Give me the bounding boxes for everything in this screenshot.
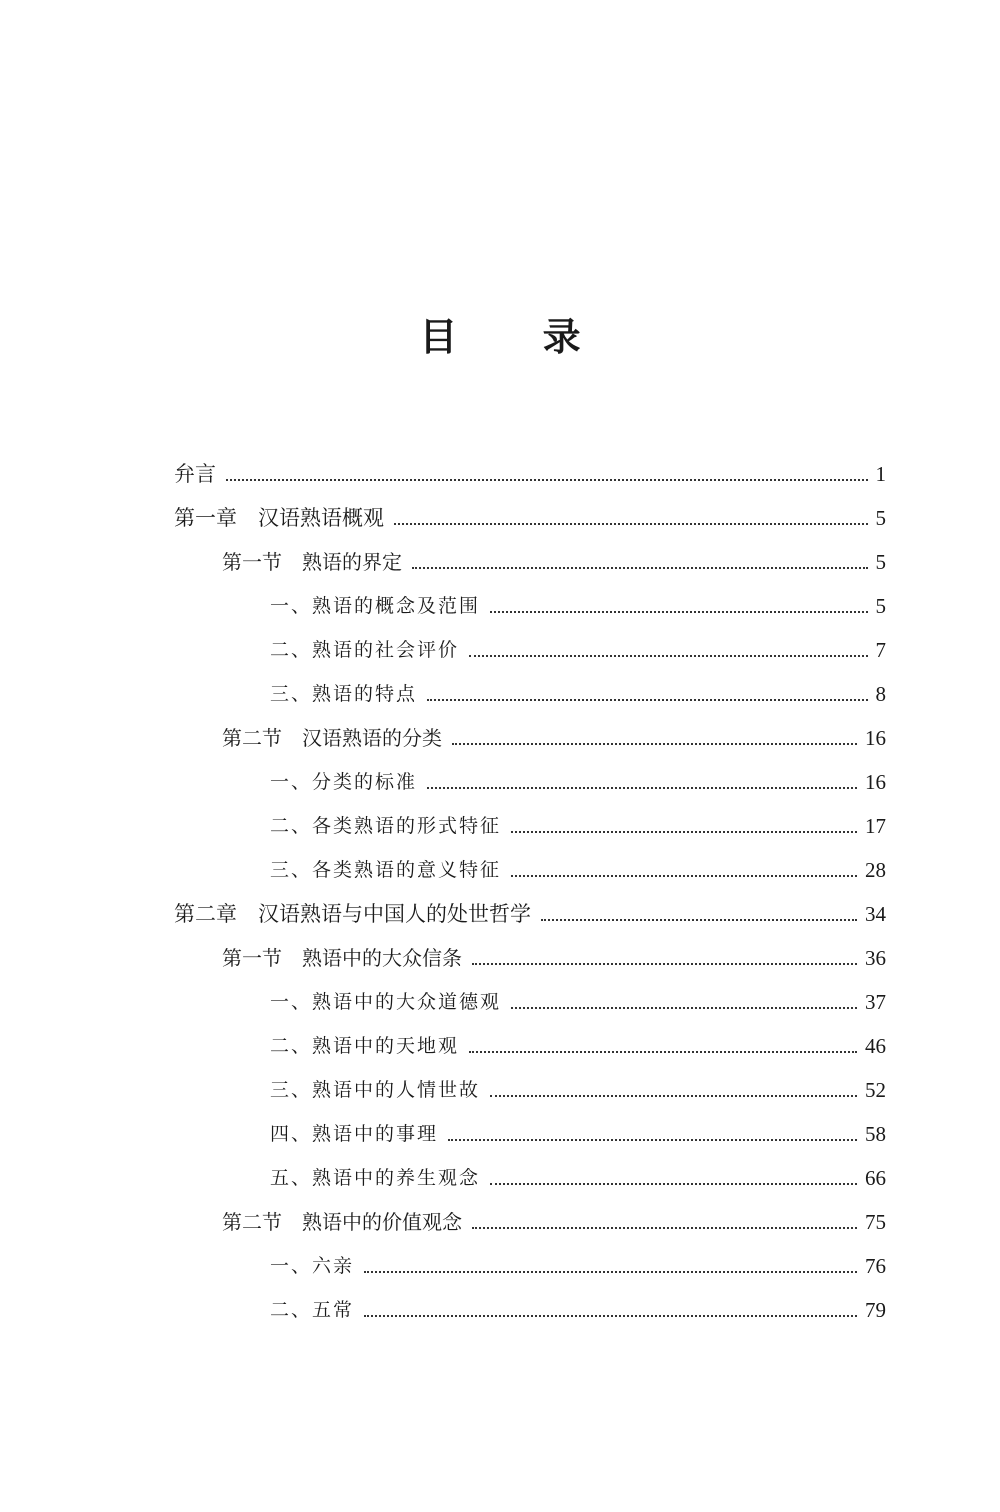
dot-leader (469, 1024, 857, 1068)
toc-entry-label: 一、熟语中的大众道德观 (270, 991, 502, 1013)
toc-entry-page: 75 (865, 1210, 886, 1234)
toc-entry[interactable] (174, 848, 886, 892)
dot-leader (511, 804, 857, 848)
toc-entry-label: 第一节 熟语中的大众信条 (222, 946, 462, 970)
toc-entry-label: 四、熟语中的事理 (270, 1123, 439, 1145)
toc-entry[interactable] (174, 1244, 886, 1288)
toc-entry[interactable] (174, 452, 886, 496)
dot-leader (472, 1200, 857, 1244)
toc-entry-page: 79 (865, 1298, 886, 1322)
toc-entry-label: 第一节 熟语的界定 (222, 550, 402, 574)
toc-entry-page: 17 (865, 814, 886, 838)
toc-entry[interactable] (174, 1200, 886, 1244)
toc-entry-page: 5 (875, 594, 886, 618)
dot-leader (394, 496, 868, 540)
toc-entry-label: 二、熟语中的天地观 (270, 1035, 460, 1057)
toc-entry-page: 58 (865, 1122, 886, 1146)
toc-entry[interactable] (174, 1068, 886, 1112)
toc-entry-label: 一、分类的标准 (270, 771, 418, 793)
dot-leader (511, 848, 857, 892)
toc-entry-label: 第二章 汉语熟语与中国人的处世哲学 (174, 902, 531, 926)
dot-leader (490, 1068, 857, 1112)
dot-leader (469, 628, 867, 672)
dot-leader (490, 1156, 857, 1200)
toc-entry-label: 第二节 汉语熟语的分类 (222, 726, 442, 750)
dot-leader (448, 1112, 857, 1156)
toc-entry-label: 一、六亲 (270, 1255, 355, 1277)
toc-entry-label: 三、各类熟语的意义特征 (270, 859, 502, 881)
toc-entry-page: 52 (865, 1078, 886, 1102)
toc-entry-page: 16 (865, 770, 886, 794)
toc-entry[interactable] (174, 1288, 886, 1332)
dot-leader (541, 892, 857, 936)
dot-leader (364, 1288, 857, 1332)
toc-entry-label: 二、熟语的社会评价 (270, 639, 460, 661)
toc-entry[interactable] (174, 716, 886, 760)
toc-entry-page: 5 (875, 550, 886, 574)
toc-entry[interactable] (174, 936, 886, 980)
toc-entry[interactable] (174, 892, 886, 936)
toc-entry-page: 76 (865, 1254, 886, 1278)
dot-leader (452, 716, 857, 760)
toc-entry-page: 66 (865, 1166, 886, 1190)
toc-entry[interactable] (174, 1156, 886, 1200)
toc-entry[interactable] (174, 1024, 886, 1068)
toc-entry-page: 46 (865, 1034, 886, 1058)
toc-entry-label: 三、熟语中的人情世故 (270, 1079, 481, 1101)
toc-entry-label: 二、五常 (270, 1299, 355, 1321)
dot-leader (490, 584, 867, 628)
toc-entry-page: 1 (875, 462, 886, 486)
dot-leader (472, 936, 857, 980)
dot-leader (511, 980, 857, 1024)
toc-entry-page: 16 (865, 726, 886, 750)
dot-leader (427, 672, 867, 716)
toc-entry-page: 7 (875, 638, 886, 662)
toc-entry-page: 36 (865, 946, 886, 970)
toc-entry[interactable] (174, 672, 886, 716)
toc-entry-page: 8 (875, 682, 886, 706)
toc-entry[interactable] (174, 760, 886, 804)
dot-leader (226, 452, 868, 496)
toc-entry-label: 二、各类熟语的形式特征 (270, 815, 502, 837)
toc-entry-label: 五、熟语中的养生观念 (270, 1167, 481, 1189)
toc-entry[interactable] (174, 980, 886, 1024)
table-of-contents (174, 452, 886, 1332)
toc-entry[interactable] (174, 1112, 886, 1156)
dot-leader (427, 760, 857, 804)
toc-entry-page: 34 (865, 902, 886, 926)
toc-entry[interactable] (174, 804, 886, 848)
toc-entry[interactable] (174, 496, 886, 540)
toc-entry[interactable] (174, 584, 886, 628)
toc-entry-label: 一、熟语的概念及范围 (270, 595, 481, 617)
toc-entry-label: 三、熟语的特点 (270, 683, 418, 705)
toc-entry-page: 28 (865, 858, 886, 882)
toc-entry[interactable] (174, 540, 886, 584)
dot-leader (364, 1244, 857, 1288)
page-title: 目 录 (419, 314, 617, 359)
toc-entry-page: 37 (865, 990, 886, 1014)
toc-entry-label: 弁言 (174, 462, 216, 486)
toc-entry[interactable] (174, 628, 886, 672)
toc-entry-label: 第二节 熟语中的价值观念 (222, 1210, 462, 1234)
dot-leader (412, 540, 868, 584)
toc-entry-label: 第一章 汉语熟语概观 (174, 506, 384, 530)
toc-entry-page: 5 (875, 506, 886, 530)
